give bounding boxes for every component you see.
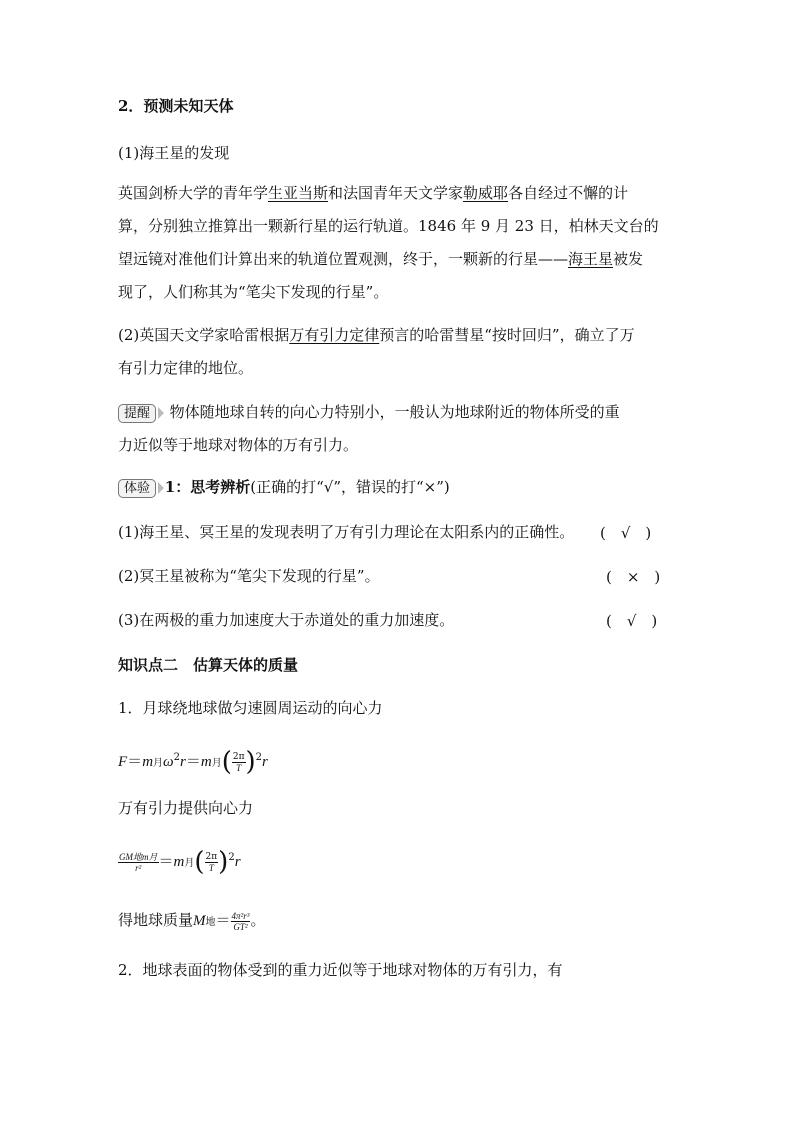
paragraph-2-line-2: 有引力定律的地位。 xyxy=(118,359,254,377)
tip-line-1: 提醒 物体随地球自转的向心力特别小，一般认为地球附近的物体所受的重 xyxy=(118,402,620,423)
underline-gravitation-law: 万有引力定律 xyxy=(289,326,380,344)
question-2: (2)冥王星被称为“笔尖下发现的行星”。 xyxy=(118,567,380,585)
answer-1: ( √ ) xyxy=(600,524,652,542)
step-1-title: 1．月球绕地球做匀速圆周运动的向心力 xyxy=(118,699,383,717)
paragraph-1-line-1: 英国剑桥大学的青年学生亚当斯和法国青年天文学家勒威耶各自经过不懈的计 xyxy=(118,184,629,202)
step-2-title: 2．地球表面的物体受到的重力近似等于地球对物体的万有引力，有 xyxy=(118,961,563,979)
paragraph-1-line-4: 现了，人们称其为“笔尖下发现的行星”。 xyxy=(118,283,389,301)
question-1: (1)海王星、冥王星的发现表明了万有引力理论在太阳系内的正确性。 xyxy=(118,523,575,541)
step-2-text: 万有引力提供向心力 xyxy=(118,799,254,817)
fraction-2pi-over-t: $\frac{2\pi}{T}$ xyxy=(232,751,245,773)
experience-title: 体验 1：思考辨析(正确的打“√”，错误的打“×”) xyxy=(118,477,450,498)
paragraph-1-line-2: 算，分别独立推算出一颗新行星的运行轨道。1846 年 9 月 23 日，柏林天文台的 xyxy=(118,217,659,235)
question-3: (3)在两极的重力加速度大于赤道处的重力加速度。 xyxy=(118,611,455,629)
tip-badge: 提醒 xyxy=(118,404,156,423)
paragraph-1-line-3: 望远镜对准他们计算出来的轨道位置观测，终于，一颗新的行星——海王星被发 xyxy=(118,250,644,268)
section-2-title: 2．预测未知天体 xyxy=(118,97,234,115)
fraction-gravity: $\frac{\text{GM地m月}}{\text{r²}}$ xyxy=(119,851,158,873)
underline-leverrier: 勒威耶 xyxy=(463,184,509,202)
answer-3: ( √ ) xyxy=(606,612,658,630)
tip-line-2: 力近似等于地球对物体的万有引力。 xyxy=(118,436,359,454)
knowledge-point-2-title: 知识点二 估算天体的质量 xyxy=(118,656,299,674)
answer-2: ( × ) xyxy=(606,568,661,586)
equation-centripetal-force: F＝m月$\omega^2r=m$月( $\frac{2\pi}{T}$ )$^2$r xyxy=(118,747,268,777)
paragraph-2-line-1: (2)英国天文学家哈雷根据万有引力定律预言的哈雷彗星“按时回归”，确立了万 xyxy=(118,326,635,344)
fraction-earth-mass: $\frac{\text{4π²r³}}{\text{GT²}}$ xyxy=(231,910,250,932)
earth-mass-result: 得地球质量M地＝ $\frac{\text{4π²r³}}{\text{GT²}}$ 。 xyxy=(118,910,266,932)
experience-badge: 体验 xyxy=(118,479,156,498)
fraction-2pi-over-t-2: $\frac{2\pi}{T}$ xyxy=(205,851,218,873)
equation-gravitation: $\frac{\text{GM地m月}}{\text{r²}}$ ＝m月( $\frac{2\pi}{T}$ )$^2$r xyxy=(119,847,241,877)
subsection-1-title: (1)海王星的发现 xyxy=(118,144,230,162)
underline-neptune: 海王星 xyxy=(568,250,614,268)
underline-adams: 生亚当斯 xyxy=(268,184,329,202)
